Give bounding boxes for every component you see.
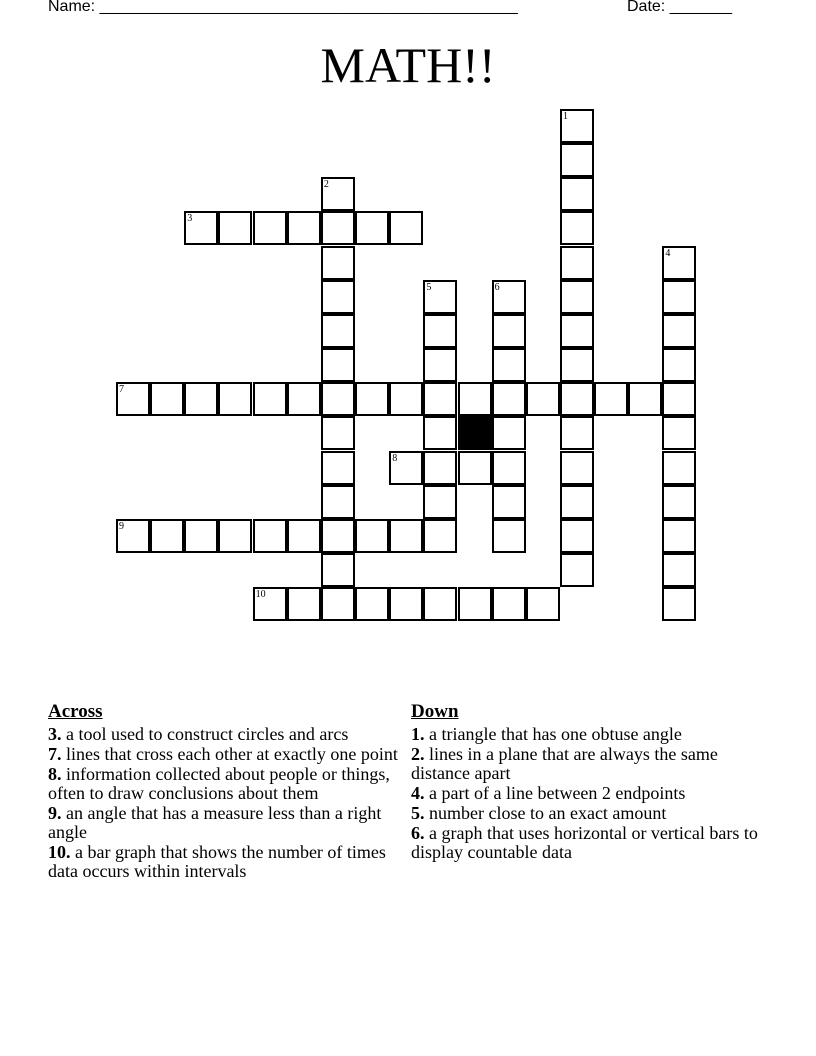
- crossword-cell[interactable]: [458, 451, 492, 485]
- crossword-cell[interactable]: [423, 451, 457, 485]
- crossword-cell[interactable]: [560, 109, 594, 143]
- crossword-cell[interactable]: [321, 177, 355, 211]
- crossword-cell[interactable]: [560, 519, 594, 553]
- crossword-cell[interactable]: [321, 416, 355, 450]
- crossword-cell[interactable]: [321, 246, 355, 280]
- crossword-cell[interactable]: [662, 348, 696, 382]
- crossword-cell[interactable]: [492, 451, 526, 485]
- crossword-cell[interactable]: [560, 143, 594, 177]
- clue-across-3: 3. a tool used to construct circles and arcs: [48, 724, 349, 744]
- crossword-cell[interactable]: [662, 416, 696, 450]
- crossword-cell[interactable]: [287, 211, 321, 245]
- clue-number: 10: [255, 589, 266, 601]
- crossword-cell[interactable]: [560, 246, 594, 280]
- crossword-cell[interactable]: [560, 348, 594, 382]
- crossword-cell[interactable]: [560, 451, 594, 485]
- crossword-cell[interactable]: [423, 485, 457, 519]
- crossword-cell[interactable]: [150, 382, 184, 416]
- crossword-cell[interactable]: [662, 314, 696, 348]
- clue-number: 6: [494, 281, 500, 293]
- crossword-cell[interactable]: [321, 348, 355, 382]
- crossword-cell[interactable]: [662, 553, 696, 587]
- clue-number: 9: [119, 520, 124, 532]
- crossword-cell[interactable]: [321, 280, 355, 314]
- crossword-cell[interactable]: [321, 314, 355, 348]
- crossword-cell[interactable]: [423, 587, 457, 621]
- crossword-cell[interactable]: [218, 382, 252, 416]
- clue-down-4: 4. a part of a line between 2 endpoints: [411, 783, 686, 803]
- crossword-cell[interactable]: [423, 314, 457, 348]
- crossword-cell[interactable]: [458, 382, 492, 416]
- clue-across-9: 9. an angle that has a measure less than a right angle: [48, 803, 382, 842]
- crossword-cell[interactable]: [560, 177, 594, 211]
- crossword-cell[interactable]: [321, 382, 355, 416]
- clue-number: 5: [426, 281, 432, 293]
- crossword-cell[interactable]: [184, 382, 218, 416]
- clue-number: 7: [119, 384, 124, 396]
- clue-down-2: 2. lines in a plane that are always the same distance apart: [411, 744, 718, 783]
- crossword-cell[interactable]: [389, 519, 423, 553]
- crossword-cell[interactable]: [321, 587, 355, 621]
- crossword-cell[interactable]: [423, 519, 457, 553]
- date-field[interactable]: Date: _______: [627, 0, 732, 15]
- crossword-cell[interactable]: [423, 280, 457, 314]
- crossword-cell[interactable]: [423, 382, 457, 416]
- crossword-cell[interactable]: [458, 587, 492, 621]
- crossword-cell[interactable]: [492, 314, 526, 348]
- clue-across-7: 7. lines that cross each other at exactly one point: [48, 744, 398, 764]
- clue-across-8: 8. information collected about people or things, often to draw conclusions about them: [48, 764, 390, 803]
- clue-across-10: 10. a bar graph that shows the number of times data occurs within intervals: [48, 842, 386, 881]
- crossword-cell[interactable]: [287, 519, 321, 553]
- crossword-cell[interactable]: [287, 587, 321, 621]
- crossword-cell[interactable]: [560, 280, 594, 314]
- crossword-cell[interactable]: [560, 314, 594, 348]
- crossword-cell[interactable]: [253, 587, 287, 621]
- crossword-cell[interactable]: [662, 587, 696, 621]
- crossword-cell[interactable]: [116, 519, 150, 553]
- crossword-cell[interactable]: [662, 451, 696, 485]
- crossword-cell[interactable]: [560, 416, 594, 450]
- clue-number: 1: [562, 111, 568, 122]
- clue-down-5: 5. number close to an exact amount: [411, 803, 667, 823]
- across-heading: Across: [48, 701, 103, 722]
- crossword-cell[interactable]: [628, 382, 662, 416]
- across-clues: [48, 702, 398, 882]
- page-title: MATH!!: [320, 37, 496, 93]
- clue-number: 8: [392, 452, 398, 464]
- clue-number: 3: [187, 213, 193, 225]
- crossword-cell[interactable]: [321, 451, 355, 485]
- crossword-cell[interactable]: [218, 519, 252, 553]
- crossword-cell[interactable]: [253, 211, 287, 245]
- crossword-cell[interactable]: [662, 280, 696, 314]
- down-heading: Down: [411, 701, 459, 722]
- crossword-cell[interactable]: [662, 485, 696, 519]
- crossword-cell[interactable]: [184, 519, 218, 553]
- name-field[interactable]: Name: _______________________________________________: [48, 0, 518, 15]
- clue-down-1: 1. a triangle that has one obtuse angle: [411, 724, 682, 744]
- crossword-cell[interactable]: [423, 416, 457, 450]
- down-clues: [411, 702, 761, 863]
- crossword-cell[interactable]: [560, 382, 594, 416]
- clue-number: 2: [323, 179, 329, 191]
- crossword-cell[interactable]: [355, 382, 389, 416]
- crossword-grid: [117, 110, 717, 630]
- crossword-cell[interactable]: [218, 211, 252, 245]
- crossword-cell[interactable]: [321, 519, 355, 553]
- crossword-cell[interactable]: [150, 519, 184, 553]
- crossword-cell[interactable]: [321, 485, 355, 519]
- crossword-cell[interactable]: [662, 382, 696, 416]
- crossword-cell[interactable]: [389, 587, 423, 621]
- crossword-cell[interactable]: [560, 485, 594, 519]
- clue-number: 4: [665, 247, 671, 259]
- crossword-cell[interactable]: [321, 553, 355, 587]
- crossword-cell[interactable]: [389, 382, 423, 416]
- crossword-cell[interactable]: [184, 211, 218, 245]
- crossword-cell[interactable]: [423, 348, 457, 382]
- crossword-cell[interactable]: [492, 348, 526, 382]
- crossword-cell[interactable]: [526, 587, 560, 621]
- crossword-cell[interactable]: [492, 485, 526, 519]
- crossword-cell[interactable]: [355, 519, 389, 553]
- crossword-cell[interactable]: [253, 519, 287, 553]
- crossword-cell[interactable]: [492, 416, 526, 450]
- clue-down-6: 6. a graph that uses horizontal or vertical bars to display countable data: [411, 823, 758, 862]
- crossword-cell[interactable]: [355, 587, 389, 621]
- crossword-cell[interactable]: [492, 382, 526, 416]
- crossword-cell[interactable]: [253, 382, 287, 416]
- crossword-cell[interactable]: [355, 211, 389, 245]
- crossword-cell[interactable]: [389, 451, 423, 485]
- crossword-cell[interactable]: [560, 211, 594, 245]
- crossword-cell[interactable]: [389, 211, 423, 245]
- crossword-cell[interactable]: [662, 519, 696, 553]
- crossword-cell[interactable]: [321, 211, 355, 245]
- crossword-cell[interactable]: [492, 587, 526, 621]
- crossword-cell[interactable]: [492, 519, 526, 553]
- crossword-cell[interactable]: [594, 382, 628, 416]
- crossword-cell[interactable]: [287, 382, 321, 416]
- crossword-cell[interactable]: [492, 280, 526, 314]
- crossword-cell[interactable]: [560, 553, 594, 587]
- crossword-cell[interactable]: [662, 246, 696, 280]
- black-cell: [458, 416, 492, 450]
- crossword-cell[interactable]: [526, 382, 560, 416]
- crossword-cell[interactable]: [116, 382, 150, 416]
